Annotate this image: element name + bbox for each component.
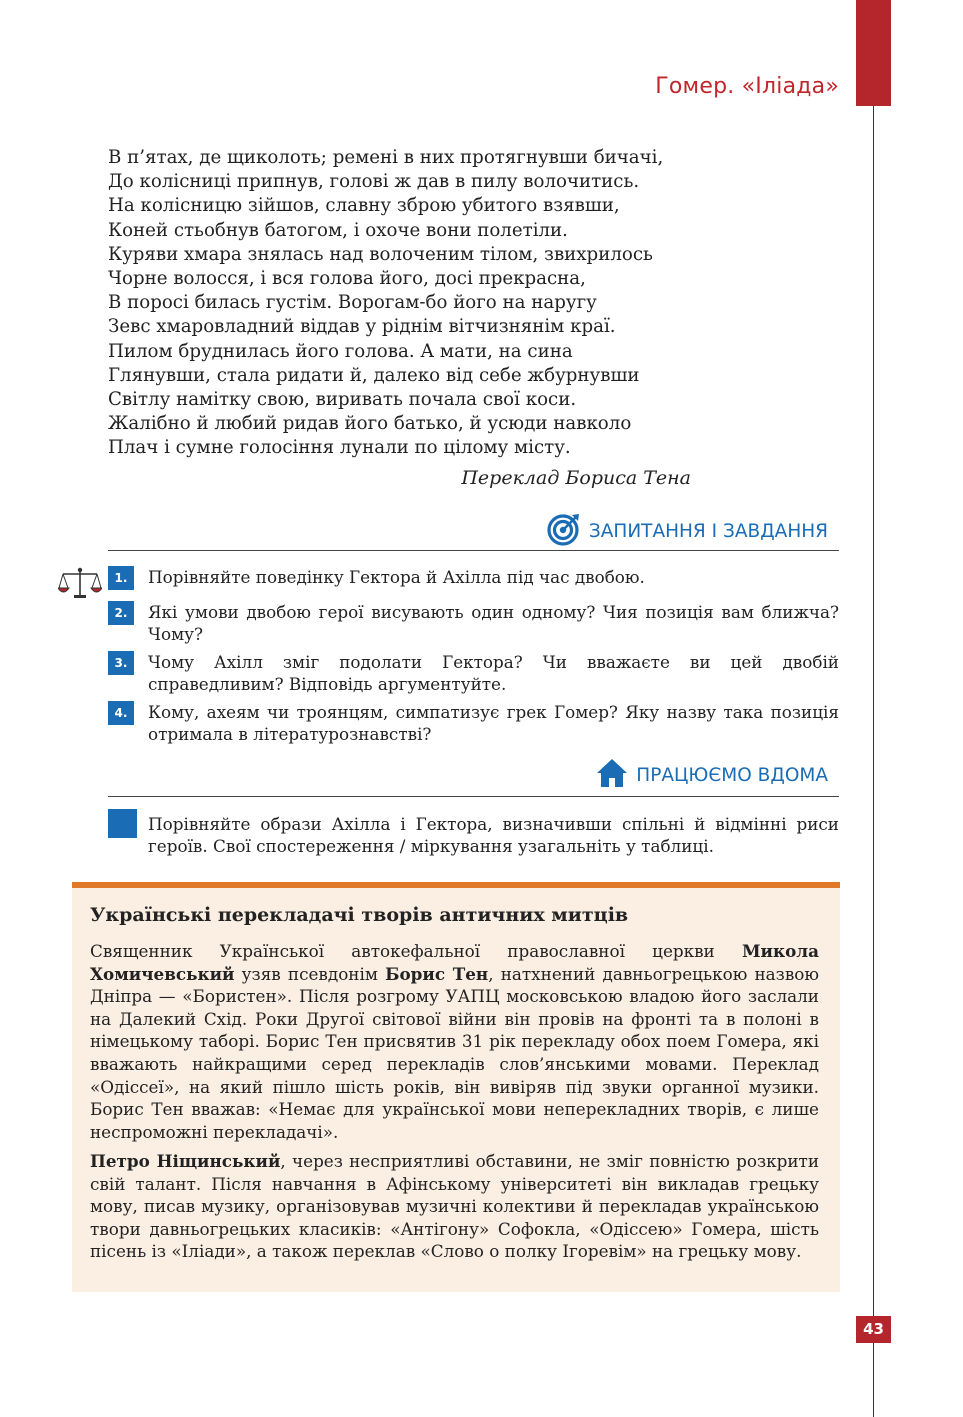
poem-line: Куряви хмара знялась над волоченим тілом, звихрилось xyxy=(108,243,653,265)
poem-line: Жалібно й любий ридав його батько, й усюди навколо xyxy=(108,413,632,435)
poem-line: До колісниці припнув, голові ж дав в пилу волочитись. xyxy=(108,171,640,193)
target-icon xyxy=(547,512,581,551)
name-bold: Петро Ніщинський xyxy=(90,1151,281,1171)
page-number: 43 xyxy=(856,1316,891,1343)
questions-heading xyxy=(547,512,828,551)
house-icon xyxy=(596,758,628,793)
scales-icon xyxy=(58,566,102,604)
question-item xyxy=(108,651,839,695)
poem-line: На колісницю зійшов, славну зброю убитого взявши, xyxy=(108,195,620,217)
poem-line: Коней стьобнув батогом, і охоче вони полетіли. xyxy=(108,219,568,241)
text-run: , через несприятливі обставини, не зміг повністю розкрити свій талант. Після навчання в Афінському університеті він викладав грецьку мову, писав музику, організовував музичні колективи й перекладав українською твори давньогрецьких класиків: «Антігону» Софокла, «Одіссею» Гомера, шість пісень із «Іліади», а також переклав «Слово о полку Ігоревім» на грецьку мову. xyxy=(90,1151,820,1262)
text-run: Священник Української автокефальної православної церкви xyxy=(90,941,742,961)
question-number: 1. xyxy=(108,566,134,590)
question-number: 4. xyxy=(108,701,134,725)
poem-excerpt xyxy=(108,146,808,461)
red-margin-tab xyxy=(856,0,891,106)
info-box-title: Українські перекладачі творів античних митців xyxy=(90,904,629,926)
poem-line: Світлу намітку свою, виривать почала свої коси. xyxy=(108,389,577,411)
question-text: Чому Ахілл зміг подолати Гектора? Чи вважаєте ви цей двобій справедливим? Відповідь аргументуйте. xyxy=(148,652,839,694)
info-paragraph-ten xyxy=(90,940,819,1143)
homework-heading-text: ПРАЦЮЄМО ВДОМА xyxy=(636,765,828,786)
poem-line: В поросі билась густім. Ворогам-бо його на наругу xyxy=(108,292,597,314)
question-item xyxy=(108,701,839,745)
question-text: Порівняйте поведінку Гектора й Ахілла під час двобою. xyxy=(148,567,645,587)
question-item xyxy=(108,601,839,645)
text-run: узяв псевдонім xyxy=(234,963,386,984)
poem-line: Зевс хмаровладний віддав у ріднім вітчизнянім краї. xyxy=(108,316,616,338)
name-bold: Микола Хомичевський xyxy=(90,941,819,984)
poem-line: Чорне волосся, і вся голова його, досі прекрасна, xyxy=(108,268,586,290)
question-number: 2. xyxy=(108,601,134,625)
homework-heading xyxy=(596,758,828,793)
homework-marker xyxy=(108,809,137,838)
questions-divider xyxy=(108,550,839,551)
name-bold: Борис Тен xyxy=(385,963,489,984)
poem-line: Глянувши, стала ридати й, далеко від себе жбурнувши xyxy=(108,364,640,386)
margin-rule xyxy=(873,106,874,1417)
poem-line: Пилом бруднилась його голова. А мати, на сина xyxy=(108,340,573,362)
question-text: Кому, ахеям чи троянцям, симпатизує грек Гомер? Яку назву така позиція отримала в літературознавстві? xyxy=(148,702,839,744)
poem-line: Плач і сумне голосіння лунали по цілому місту. xyxy=(108,437,571,459)
info-paragraph-nishchynskyi xyxy=(90,1150,819,1263)
poem-line: В п’ятах, де щиколоть; ремені в них протягнувши бичачі, xyxy=(108,147,664,168)
translator-credit: Переклад Бориса Тена xyxy=(461,467,691,489)
text-run: , натхнений давньогрецькою назвою Дніпра — «Бористен». Після розгрому УАПЦ московською владою його заслали на Далекий Схід. Роки Другої світової війни він провів на фронті та в полоні в німецькому таборі. Борис Тен присвятив 31 рік перекладу обох поем Гомера, які вважають найкращими серед перекладів слов’янськими мовами. Переклад «Одіссеї», на який пішло шість років, він вивіряв під звуки органної музики. Борис Тен вважав: «Немає для української мови неперекладних творів, є лише неспроможні перекладачі». xyxy=(90,963,819,1142)
questions-heading-text: ЗАПИТАННЯ І ЗАВДАННЯ xyxy=(588,521,828,542)
homework-text: Порівняйте образи Ахілла і Гектора, визначивши спільні й відмінні риси героїв. Свої спостереження / міркування узагальніть у таблиці. xyxy=(148,814,839,856)
homework-divider xyxy=(108,796,839,797)
running-title: Гомер. «Іліада» xyxy=(655,74,839,99)
question-number: 3. xyxy=(108,651,134,675)
question-item xyxy=(108,566,839,588)
question-text: Які умови двобою герої висувають один одному? Чия позиція вам ближча? Чому? xyxy=(148,602,839,644)
